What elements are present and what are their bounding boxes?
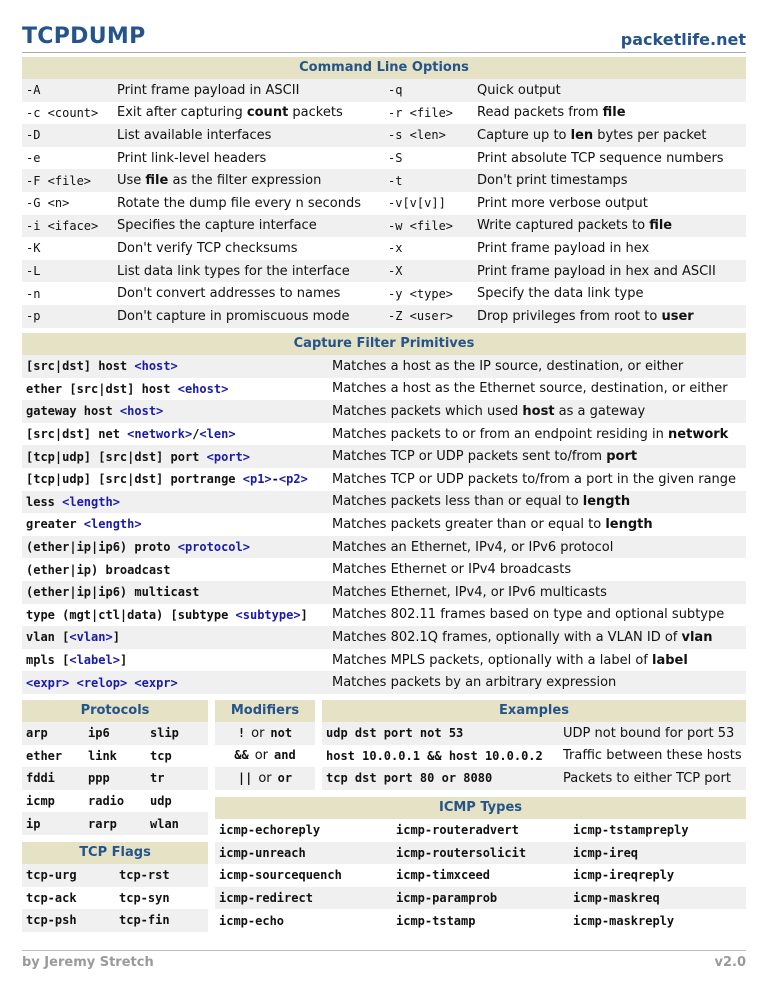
primitive-row [22, 400, 746, 423]
primitive-param: <port> [206, 449, 250, 464]
primitive-syntax [22, 400, 328, 423]
option-flag: -A [22, 79, 113, 102]
command-options-section [22, 57, 746, 328]
primitive-row [22, 355, 746, 378]
primitive-keyword: ] [300, 607, 308, 622]
primitive-description: Matches a host as the Ethernet source, destination, or either [328, 378, 746, 401]
protocols-section [22, 700, 208, 835]
example-expression: udp dst port not 53 [322, 722, 559, 745]
modifier-cell [215, 745, 315, 768]
modifier-row [215, 722, 315, 745]
tcp-flag-row [22, 864, 208, 887]
tcp-flags-section [22, 842, 208, 932]
examples-table [322, 722, 746, 790]
icmp-type-name: icmp-maskreply [569, 909, 746, 932]
primitive-keyword: [src|dst] net [26, 427, 128, 442]
primitive-description: Matches an Ethernet, IPv4, or IPv6 protocol [328, 536, 746, 559]
examples-header: Examples [322, 700, 746, 722]
primitive-keyword: [src|dst] host [26, 359, 135, 374]
protocol-row [22, 812, 208, 835]
protocol-name: slip [146, 722, 208, 745]
example-description: Traffic between these hosts [559, 745, 746, 768]
protocol-name: wlan [146, 812, 208, 835]
icmp-type-name: icmp-maskreq [569, 887, 746, 910]
icmp-row [215, 819, 746, 842]
option-description: Print frame payload in ASCII [113, 79, 384, 102]
primitive-param: <label> [69, 653, 120, 668]
option-flag: -S [384, 147, 473, 170]
icmp-type-name: icmp-sourcequench [215, 864, 392, 887]
option-description: Print link-level headers [113, 147, 384, 170]
primitive-row [22, 626, 746, 649]
desc-emphasis: file [602, 105, 626, 121]
filter-primitives-header: Capture Filter Primitives [22, 333, 746, 355]
tcp-flags-header: TCP Flags [22, 842, 208, 864]
site-name: packetlife.net [620, 30, 746, 49]
primitive-row [22, 378, 746, 401]
primitive-description: Matches TCP or UDP packets to/from a port in the given range [328, 468, 746, 491]
tcp-flag-name: tcp-psh [22, 909, 115, 932]
desc-text: Matches TCP or UDP packets sent to/from [332, 449, 607, 465]
desc-emphasis: length [605, 516, 653, 532]
desc-emphasis: network [668, 426, 729, 442]
icmp-type-name: icmp-ireq [569, 842, 746, 865]
modifier-symbol: && [234, 748, 249, 763]
icmp-type-name: icmp-ireqreply [569, 864, 746, 887]
icmp-type-name: icmp-routersolicit [392, 842, 569, 865]
primitive-keyword: (ether|ip|ip6) multicast [26, 585, 200, 600]
option-description [113, 169, 384, 192]
option-flag: -r <file> [384, 102, 473, 125]
primitive-syntax [22, 581, 328, 604]
option-flag: -y <type> [384, 282, 473, 305]
option-description: Specifies the capture interface [113, 215, 384, 238]
desc-emphasis: label [652, 652, 688, 668]
desc-text: Drop privileges from root to [477, 308, 662, 324]
protocol-name: tr [146, 767, 208, 790]
option-description: Specify the data link type [473, 282, 746, 305]
desc-emphasis: count [246, 105, 289, 121]
primitive-keyword: / [192, 427, 200, 442]
option-row [22, 215, 746, 238]
primitive-row [22, 445, 746, 468]
protocol-name: ip6 [84, 722, 146, 745]
icmp-row [215, 887, 746, 910]
option-flag: -c <count> [22, 102, 113, 125]
primitive-description: Matches Ethernet or IPv4 broadcasts [328, 558, 746, 581]
primitive-keyword: - [271, 472, 279, 487]
primitive-keyword: (ether|ip|ip6) proto [26, 540, 178, 555]
icmp-row [215, 864, 746, 887]
primitive-keyword: type (mgt|ctl|data) [subtype [26, 607, 236, 622]
example-description: Packets to either TCP port [559, 767, 746, 790]
protocol-row [22, 767, 208, 790]
primitive-keyword: greater [26, 517, 84, 532]
protocol-name: fddi [22, 767, 84, 790]
primitive-keyword [69, 676, 76, 690]
version-label: v2.0 [714, 955, 746, 970]
filter-primitives-section [22, 333, 746, 694]
desc-emphasis: user [661, 308, 694, 324]
option-row [22, 124, 746, 147]
modifiers-header: Modifiers [215, 700, 315, 722]
protocol-name: tcp [146, 745, 208, 768]
example-row [322, 745, 746, 768]
option-flag: -D [22, 124, 113, 147]
icmp-type-name: icmp-timxceed [392, 864, 569, 887]
protocol-name: udp [146, 790, 208, 813]
primitive-param: <protocol> [177, 540, 250, 555]
page-title: TCPDUMP [22, 24, 146, 49]
protocol-name: ip [22, 812, 84, 835]
desc-emphasis: host [522, 403, 555, 419]
option-flag: -e [22, 147, 113, 170]
option-row [22, 260, 746, 283]
protocol-name: ppp [84, 767, 146, 790]
tcp-flag-name: tcp-syn [115, 887, 208, 910]
option-flag: -w <file> [384, 215, 473, 238]
desc-emphasis: file [145, 173, 169, 189]
primitive-param: <length> [62, 494, 120, 509]
option-flag: -s <len> [384, 124, 473, 147]
primitive-keyword: [tcp|udp] [src|dst] port [26, 449, 207, 464]
author-credit: by Jeremy Stretch [22, 955, 154, 970]
example-row [322, 722, 746, 745]
tcp-flags-table [22, 864, 208, 932]
primitive-param: <host> [134, 359, 178, 374]
primitive-syntax [22, 513, 328, 536]
modifier-or: or [254, 748, 269, 764]
primitive-syntax [22, 671, 328, 694]
primitive-keyword: ether [src|dst] host [26, 381, 178, 396]
option-description: Don't verify TCP checksums [113, 237, 384, 260]
desc-text: as a gateway [554, 403, 646, 419]
desc-emphasis: vlan [681, 629, 713, 645]
option-flag: -G <n> [22, 192, 113, 215]
primitive-description [328, 445, 746, 468]
filter-primitives-table [22, 355, 746, 694]
primitive-description [328, 400, 746, 423]
command-options-header: Command Line Options [22, 57, 746, 79]
protocol-name: icmp [22, 790, 84, 813]
icmp-types-header: ICMP Types [215, 797, 746, 819]
tcp-flag-row [22, 909, 208, 932]
tcp-flag-row [22, 887, 208, 910]
modifiers-section [215, 700, 315, 790]
primitive-syntax [22, 604, 328, 627]
example-description: UDP not bound for port 53 [559, 722, 746, 745]
desc-text: Matches packets less than or equal to [332, 494, 583, 510]
option-row [22, 102, 746, 125]
primitive-param: <len> [199, 427, 236, 442]
icmp-row [215, 842, 746, 865]
example-expression: tcp dst port 80 or 8080 [322, 767, 559, 790]
primitive-param: <p2> [278, 472, 308, 487]
primitive-syntax [22, 378, 328, 401]
primitive-description [328, 513, 746, 536]
tcp-flag-name: tcp-fin [115, 909, 208, 932]
desc-text: as the filter expression [168, 173, 322, 189]
icmp-type-name: icmp-redirect [215, 887, 392, 910]
command-options-table [22, 79, 746, 328]
primitive-param: <expr> [26, 675, 70, 690]
primitive-syntax [22, 468, 328, 491]
option-description: Print more verbose output [473, 192, 746, 215]
protocol-name: ether [22, 745, 84, 768]
option-description [473, 305, 746, 328]
option-flag: -v[v[v]] [384, 192, 473, 215]
primitive-syntax [22, 355, 328, 378]
protocol-name: arp [22, 722, 84, 745]
primitive-description: Matches Ethernet, IPv4, or IPv6 multicasts [328, 581, 746, 604]
modifier-symbol: ! [237, 725, 246, 740]
tcp-flag-name: tcp-rst [115, 864, 208, 887]
desc-emphasis: length [582, 494, 631, 510]
footer-divider [22, 950, 746, 951]
option-description: Don't print timestamps [473, 169, 746, 192]
icmp-type-name: icmp-tstampreply [569, 819, 746, 842]
modifier-row [215, 745, 315, 768]
option-flag: -Z <user> [384, 305, 473, 328]
option-flag: -K [22, 237, 113, 260]
primitive-row [22, 558, 746, 581]
primitive-param: <relop> [76, 675, 128, 690]
modifier-or: or [258, 770, 272, 786]
primitive-keyword: gateway host [26, 404, 120, 419]
primitive-param: <p1> [242, 472, 272, 487]
modifier-symbol: || [237, 770, 253, 785]
modifiers-table [215, 722, 315, 790]
desc-emphasis: file [649, 218, 673, 234]
desc-emphasis: port [606, 449, 638, 465]
modifier-row [215, 767, 315, 790]
modifier-cell [215, 767, 315, 790]
option-description: Print frame payload in hex [473, 237, 746, 260]
icmp-row [215, 909, 746, 932]
option-description [473, 102, 746, 125]
option-flag: -F <file> [22, 169, 113, 192]
desc-text: Use [117, 173, 146, 189]
icmp-type-name: icmp-echoreply [215, 819, 392, 842]
primitive-syntax [22, 649, 328, 672]
protocol-row [22, 745, 208, 768]
primitive-description: Matches 802.11 frames based on type and optional subtype [328, 604, 746, 627]
modifier-word: or [277, 770, 293, 785]
protocol-name: radio [84, 790, 146, 813]
option-row [22, 192, 746, 215]
tcp-flag-name: tcp-ack [22, 887, 115, 910]
icmp-type-name: icmp-echo [215, 909, 392, 932]
option-description: Print frame payload in hex and ASCII [473, 260, 746, 283]
primitive-description [328, 649, 746, 672]
modifier-word: not [270, 725, 293, 740]
primitive-row [22, 649, 746, 672]
primitive-syntax [22, 626, 328, 649]
primitive-keyword: (ether|ip) broadcast [26, 562, 171, 577]
protocols-table [22, 722, 208, 835]
option-description [113, 102, 384, 125]
option-row [22, 237, 746, 260]
option-row [22, 147, 746, 170]
option-description [473, 124, 746, 147]
primitive-keyword: ] [119, 653, 128, 668]
option-row [22, 169, 746, 192]
primitive-param: <ehost> [177, 381, 229, 396]
option-flag: -L [22, 260, 113, 283]
primitive-description [328, 626, 746, 649]
primitive-syntax [22, 423, 328, 446]
option-description: Print absolute TCP sequence numbers [473, 147, 746, 170]
desc-text: Read packets from [477, 105, 603, 121]
option-row [22, 305, 746, 328]
icmp-types-section [215, 797, 746, 932]
primitive-syntax [22, 558, 328, 581]
desc-text: Write captured packets to [477, 218, 650, 234]
primitive-param: <subtype> [235, 607, 301, 622]
desc-text: Matches MPLS packets, optionally with a label of [332, 652, 652, 668]
protocol-name: rarp [84, 812, 146, 835]
option-flag: -n [22, 282, 113, 305]
option-flag: -X [384, 260, 473, 283]
option-flag: -i <iface> [22, 215, 113, 238]
modifier-cell [215, 722, 315, 745]
desc-text: Matches packets to or from an endpoint residing in [332, 426, 669, 442]
modifier-or: or [251, 725, 265, 741]
primitive-param: <length> [83, 517, 142, 532]
primitive-description: Matches a host as the IP source, destination, or either [328, 355, 746, 378]
primitive-param: <host> [119, 404, 164, 419]
modifier-word: and [274, 748, 296, 763]
icmp-type-name: icmp-unreach [215, 842, 392, 865]
primitive-row [22, 581, 746, 604]
primitive-keyword: vlan [ [26, 630, 70, 645]
example-row [322, 767, 746, 790]
primitive-row [22, 604, 746, 627]
example-expression: host 10.0.0.1 && host 10.0.0.2 [322, 745, 559, 768]
desc-text: Capture up to [477, 127, 571, 143]
desc-text: Matches packets greater than or equal to [332, 516, 606, 532]
icmp-type-name: icmp-routeradvert [392, 819, 569, 842]
protocols-header: Protocols [22, 700, 208, 722]
icmp-type-name: icmp-tstamp [392, 909, 569, 932]
protocol-row [22, 790, 208, 813]
primitive-syntax [22, 445, 328, 468]
header-divider [22, 52, 746, 53]
desc-text: Exit after capturing [117, 105, 247, 121]
examples-section [322, 700, 746, 790]
primitive-syntax [22, 536, 328, 559]
tcp-flag-name: tcp-urg [22, 864, 115, 887]
primitive-row [22, 671, 746, 694]
option-description: List available interfaces [113, 124, 384, 147]
desc-text: packets [288, 105, 343, 121]
primitive-keyword: less [26, 494, 63, 509]
primitive-row [22, 491, 746, 514]
option-flag: -q [384, 79, 473, 102]
primitive-syntax [22, 491, 328, 514]
primitive-description: Matches packets by an arbitrary expression [328, 671, 746, 694]
primitive-row [22, 468, 746, 491]
option-description: Don't convert addresses to names [113, 282, 384, 305]
option-flag: -p [22, 305, 113, 328]
option-flag: -x [384, 237, 473, 260]
option-description: Don't capture in promiscuous mode [113, 305, 384, 328]
option-description: Quick output [473, 79, 746, 102]
primitive-description [328, 491, 746, 514]
primitive-keyword: ] [112, 630, 120, 645]
protocol-name: link [84, 745, 146, 768]
option-row [22, 282, 746, 305]
icmp-types-table [215, 819, 746, 932]
primitive-description [328, 423, 746, 446]
desc-text: Matches packets which used [332, 403, 523, 419]
desc-text: bytes per packet [593, 127, 707, 143]
primitive-row [22, 536, 746, 559]
option-description [473, 215, 746, 238]
option-flag: -t [384, 169, 473, 192]
primitive-param: <network> [127, 427, 193, 442]
primitive-row [22, 423, 746, 446]
primitive-param: <expr> [134, 675, 178, 690]
primitive-param: <vlan> [69, 630, 113, 645]
primitive-row [22, 513, 746, 536]
primitive-keyword: mpls [ [26, 653, 70, 668]
option-description: List data link types for the interface [113, 260, 384, 283]
desc-emphasis: len [570, 127, 594, 143]
protocol-row [22, 722, 208, 745]
option-row [22, 79, 746, 102]
desc-text: Matches 802.1Q frames, optionally with a VLAN ID of [332, 629, 682, 645]
icmp-type-name: icmp-paramprob [392, 887, 569, 910]
option-description: Rotate the dump file every n seconds [113, 192, 384, 215]
primitive-keyword: [tcp|udp] [src|dst] portrange [26, 472, 243, 487]
